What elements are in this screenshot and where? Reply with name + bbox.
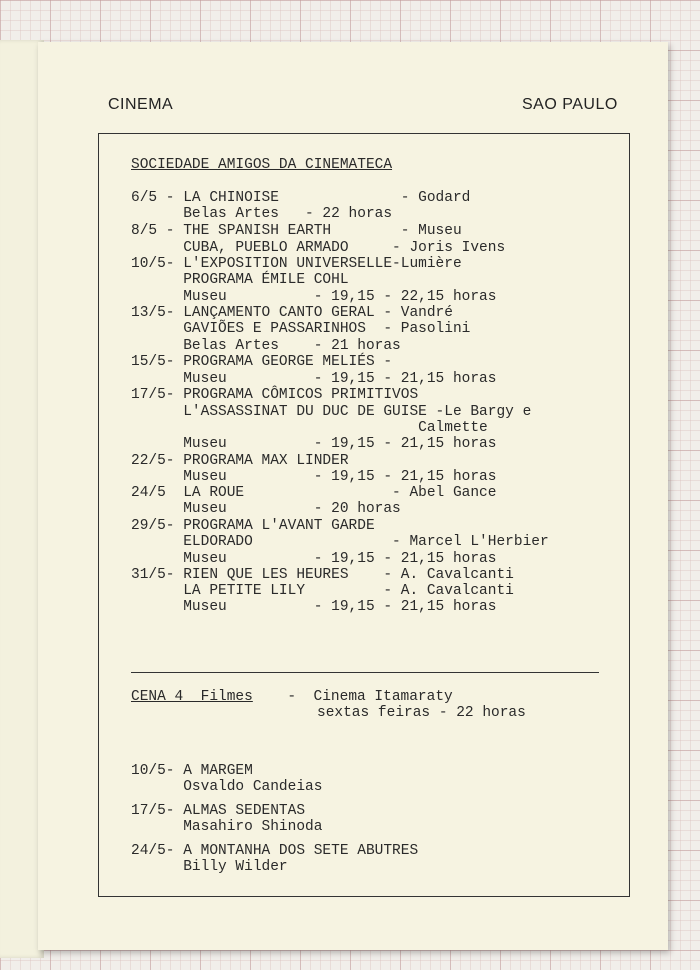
- listing-line: 10/5- L'EXPOSITION UNIVERSELLE-Lumière: [131, 256, 462, 272]
- listing-line: Museu - 19,15 - 21,15 horas: [131, 436, 497, 452]
- section2-title: CENA 4 Filmes: [131, 689, 253, 705]
- listing-line: 6/5 - LA CHINOISE - Godard: [131, 190, 471, 206]
- section2-venue: - Cinema Itamaraty: [270, 689, 453, 705]
- film-entry-line: Billy Wilder: [131, 859, 288, 875]
- listing-line: PROGRAMA ÉMILE COHL: [131, 272, 349, 288]
- film-entry-line: 24/5- A MONTANHA DOS SETE ABUTRES: [131, 843, 419, 859]
- listing-line: 24/5 LA ROUE - Abel Gance: [131, 485, 497, 501]
- listing-line: Calmette: [131, 420, 488, 436]
- listing-line: L'ASSASSINAT DU DUC DE GUISE -Le Bargy e: [131, 404, 532, 420]
- listing-line: 13/5- LANÇAMENTO CANTO GERAL - Vandré: [131, 305, 453, 321]
- listing-line: 29/5- PROGRAMA L'AVANT GARDE: [131, 518, 375, 534]
- section2-schedule: sextas feiras - 22 horas: [317, 705, 526, 721]
- listing-line: Museu - 20 horas: [131, 501, 401, 517]
- listing-line: 8/5 - THE SPANISH EARTH - Museu: [131, 223, 462, 239]
- header-city: SAO PAULO: [522, 96, 618, 113]
- listing-line: 31/5- RIEN QUE LES HEURES - A. Cavalcanti: [131, 567, 514, 583]
- listing-line: LA PETITE LILY - A. Cavalcanti: [131, 583, 514, 599]
- listing-line: 17/5- PROGRAMA CÔMICOS PRIMITIVOS: [131, 387, 419, 403]
- listing-line: 15/5- PROGRAMA GEORGE MELIÉS -: [131, 354, 393, 370]
- film-entry-line: 17/5- ALMAS SEDENTAS: [131, 803, 306, 819]
- listing-line: Museu - 19,15 - 21,15 horas: [131, 599, 497, 615]
- film-entry-line: 10/5- A MARGEM: [131, 763, 253, 779]
- header-cinema: CINEMA: [108, 96, 174, 113]
- listing-line: GAVIÕES E PASSARINHOS - Pasolini: [131, 321, 471, 337]
- listing-line: Museu - 19,15 - 21,15 horas: [131, 469, 497, 485]
- section-divider: [131, 672, 599, 673]
- listing-line: Museu - 19,15 - 21,15 horas: [131, 371, 497, 387]
- listing-line: Belas Artes - 22 horas: [131, 206, 393, 222]
- listing-line: Museu - 19,15 - 22,15 horas: [131, 289, 497, 305]
- section1-title: SOCIEDADE AMIGOS DA CINEMATECA: [131, 157, 393, 173]
- listing-line: 22/5- PROGRAMA MAX LINDER: [131, 453, 349, 469]
- film-entry-line: Osvaldo Candeias: [131, 779, 323, 795]
- listing-line: Museu - 19,15 - 21,15 horas: [131, 551, 497, 567]
- listing-line: CUBA, PUEBLO ARMADO - Joris Ivens: [131, 240, 506, 256]
- listing-line: Belas Artes - 21 horas: [131, 338, 401, 354]
- listing-line: ELDORADO - Marcel L'Herbier: [131, 534, 549, 550]
- film-entry-line: Masahiro Shinoda: [131, 819, 323, 835]
